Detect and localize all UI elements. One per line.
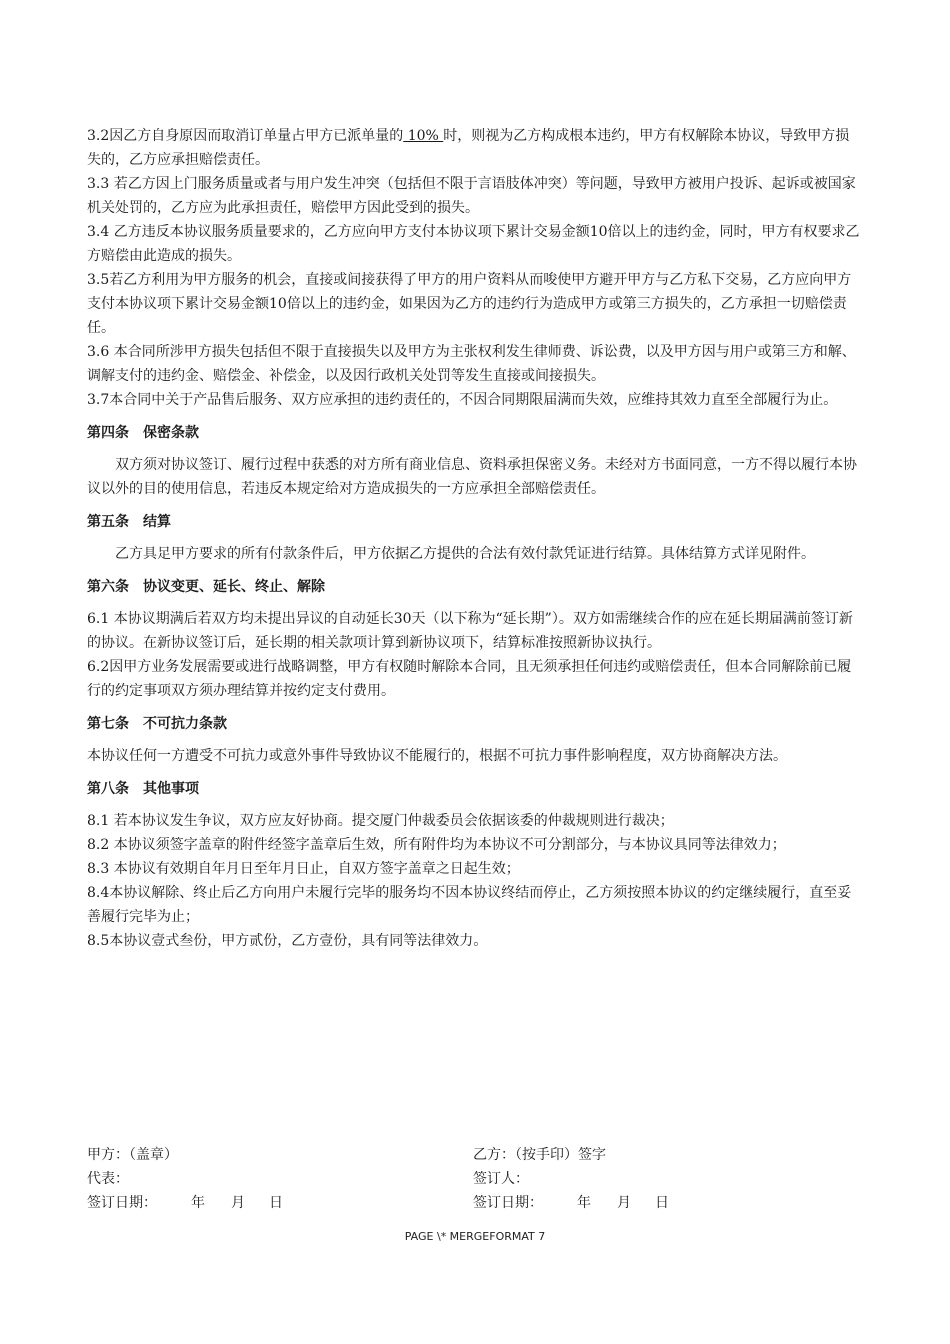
section-6-title: 协议变更、延长、终止、解除 — [143, 579, 325, 595]
clause-8-3: 8.3 本协议有效期自年月日至年月日止，自双方签字盖章之日起生效； — [87, 861, 520, 877]
clause-3-4: 3.4 乙方违反本协议服务质量要求的，乙方应向甲方支付本协议项下累计交易金额10倍以上的违约金，同时，甲方有权要求乙方赔偿由此造成的损失。 — [87, 224, 860, 264]
section-6-heading — [87, 575, 863, 599]
document-body — [87, 124, 863, 953]
section-5-title: 结算 — [143, 514, 171, 530]
section-8-heading — [87, 777, 863, 801]
signature-row-representative — [87, 1167, 863, 1191]
clause-8-2: 8.2 本协议须签字盖章的附件经签字盖章后生效，所有附件均为本协议不可分割部分，与本协议具同等法律效力； — [87, 837, 786, 853]
clause-6-2: 6.2因甲方业务发展需要或进行战略调整，甲方有权随时解除本合同，且无须承担任何违约或赔偿责任，但本合同解除前已履行的约定事项双方须办理结算并按约定支付费用。 — [87, 659, 852, 699]
clause-3-7: 3.7本合同中关于产品售后服务、双方应承担的违约责任的，不因合同期限届满而失效，应维持其效力直至全部履行为止。 — [87, 392, 838, 408]
section-7-number: 第七条 — [87, 716, 129, 732]
section-5-number: 第五条 — [87, 514, 129, 530]
clause-3-3: 3.3 若乙方因上门服务质量或者与用户发生冲突（包括但不限于言语肢体冲突）等问题，导致甲方被用户投诉、起诉或被国家机关处罚的，乙方应为此承担责任，赔偿甲方因此受到的损失。 — [87, 176, 856, 216]
section-8-title: 其他事项 — [143, 781, 199, 797]
section-4-number: 第四条 — [87, 425, 129, 441]
section-7-heading — [87, 712, 863, 736]
cancel-rate-value: 10% — [403, 128, 444, 144]
party-b-date — [473, 1191, 669, 1215]
clause-8-4: 8.4本协议解除、终止后乙方向用户未履行完毕的服务均不因本协议终结而停止，乙方须按照本协议的约定继续履行，直至妥善履行完毕为止； — [87, 885, 852, 925]
clause-3-2 — [87, 124, 863, 172]
day-label: 日 — [269, 1195, 283, 1211]
party-a-representative: 代表： — [87, 1171, 129, 1187]
year-label: 年 — [577, 1195, 591, 1211]
clause-3-6: 3.6 本合同所涉甲方损失包括但不限于直接损失以及甲方为主张权利发生律师费、诉讼费，以及甲方因与用户或第三方和解、调解支付的违约金、赔偿金、补偿金，以及因行政机关处罚等发生直接或间接损失。 — [87, 344, 856, 384]
month-label: 月 — [231, 1195, 245, 1211]
page-footer: PAGE \* MERGEFORMAT 7 — [404, 1230, 546, 1243]
clause-3-2-before: 3.2因乙方自身原因而取消订单量占甲方已派单量的 — [87, 128, 404, 144]
date-label: 签订日期： — [87, 1195, 157, 1211]
clause-3-5: 3.5若乙方利用为甲方服务的机会，直接或间接获得了甲方的用户资料从而唆使甲方避开甲方与乙方私下交易，乙方应向甲方支付本协议项下累计交易金额10倍以上的违约金，如果因为乙方的违约行为造成甲方或第三方损失的，乙方承担一切赔偿责任。 — [87, 272, 852, 336]
section-4-body: 双方须对协议签订、履行过程中获悉的对方所有商业信息、资料承担保密义务。未经对方书面同意，一方不得以履行本协议以外的目的使用信息，若违反本规定给对方造成损失的一方应承担全部赔偿责任。 — [87, 457, 857, 497]
party-a-date — [87, 1191, 473, 1215]
clause-3-2-after: 时，则视为乙方构成根本违约，甲方有权解除本协议，导致甲方损失的，乙方应承担赔偿责任。 — [87, 128, 850, 168]
section-5-body: 乙方具足甲方要求的所有付款条件后，甲方依据乙方提供的合法有效付款凭证进行结算。具体结算方式详见附件。 — [115, 546, 815, 562]
date-label: 签订日期： — [473, 1195, 543, 1211]
clause-8-1: 8.1 若本协议发生争议，双方应友好协商。提交厦门仲裁委员会依据该委的仲裁规则进行裁决； — [87, 813, 674, 829]
year-label: 年 — [191, 1195, 205, 1211]
clause-6-1: 6.1 本协议期满后若双方均未提出异议的自动延长30天（以下称为“延长期”）。双方如需继续合作的应在延长期届满前签订新的协议。在新协议签订后，延长期的相关款项计算到新协议项下，结算标准按照新协议执行。 — [87, 611, 853, 651]
party-a-label: 甲方：（盖章） — [87, 1147, 178, 1163]
day-label: 日 — [655, 1195, 669, 1211]
signature-row-party — [87, 1143, 863, 1167]
section-7-body: 本协议任何一方遭受不可抗力或意外事件导致协议不能履行的，根据不可抗力事件影响程度，双方协商解决方法。 — [87, 748, 787, 764]
section-5-heading — [87, 510, 863, 534]
section-7-title: 不可抗力条款 — [143, 716, 227, 732]
month-label: 月 — [617, 1195, 631, 1211]
section-8-number: 第八条 — [87, 781, 129, 797]
signature-block — [87, 1143, 863, 1215]
section-4-heading — [87, 421, 863, 445]
party-b-label: 乙方：（按手印）签字 — [473, 1147, 606, 1163]
party-b-signer: 签订人： — [473, 1171, 529, 1187]
signature-row-date — [87, 1191, 863, 1215]
clause-8-5: 8.5本协议壹式叁份，甲方贰份，乙方壹份，具有同等法律效力。 — [87, 933, 488, 949]
section-6-number: 第六条 — [87, 579, 129, 595]
section-4-title: 保密条款 — [143, 425, 199, 441]
